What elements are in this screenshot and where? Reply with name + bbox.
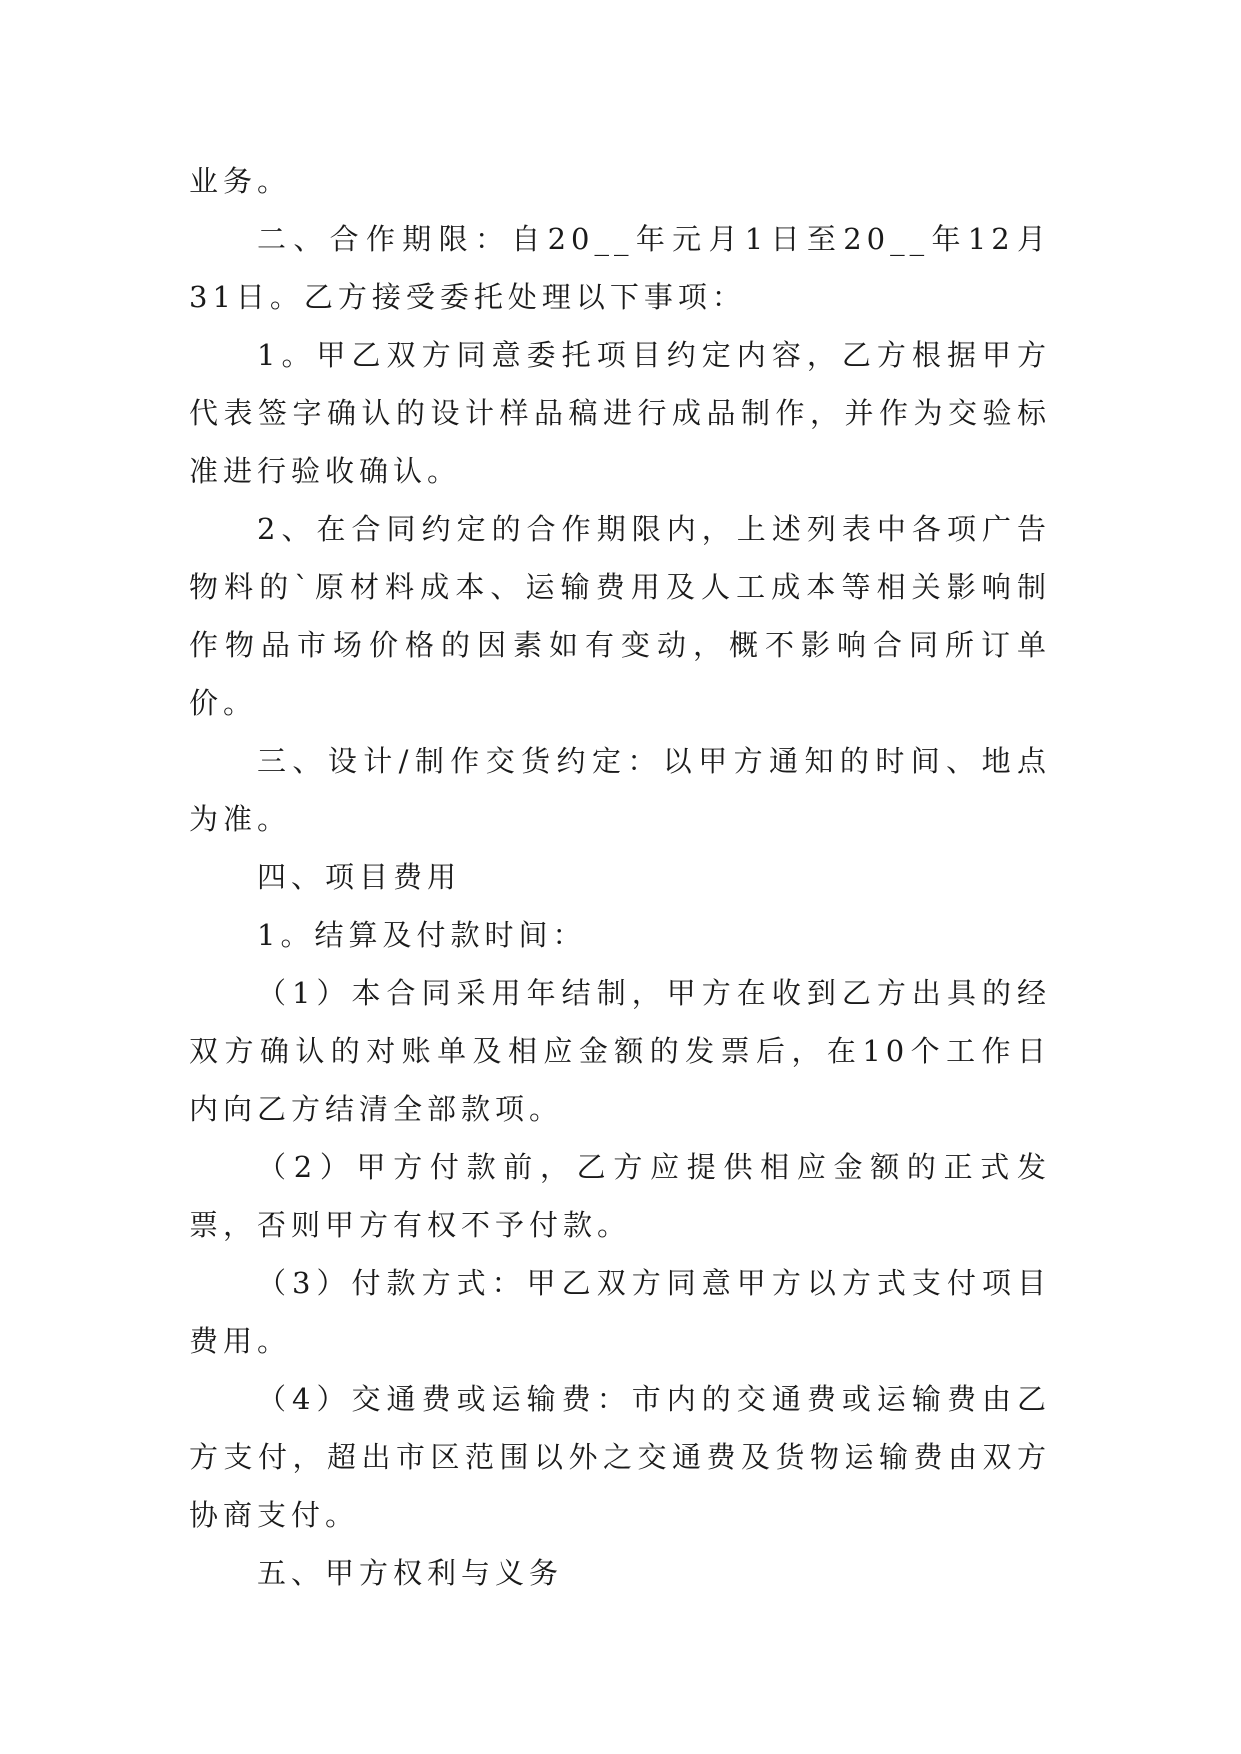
paragraph-settlement-time: 1。结算及付款时间： <box>257 918 587 952</box>
paragraph-item-2-price-stability: 2、在合同约定的合作期限内，上述列表中各项广告物料的`原材料成本、运输费用及人工成本等相关影响制作物品市场价格的因素如有变动，概不影响合同所订单价。 <box>189 512 1051 720</box>
paragraph-continuation: 业务。 <box>189 164 292 198</box>
section-heading-project-fees: 四、项目费用 <box>257 860 462 894</box>
paragraph-cooperation-term: 二、合作期限：自20__年元月1日至20__年12月31日。乙方接受委托处理以下事项： <box>189 222 1051 314</box>
section-heading-party-a-rights: 五、甲方权利与义务 <box>257 1556 564 1590</box>
document-body <box>189 152 1051 1602</box>
paragraph-clause-1-annual-settlement: （1）本合同采用年结制，甲方在收到乙方出具的经双方确认的对账单及相应金额的发票后，在10个工作日内向乙方结清全部款项。 <box>189 976 1051 1126</box>
paragraph-clause-2-invoice: （2）甲方付款前，乙方应提供相应金额的正式发票，否则甲方有权不予付款。 <box>189 1150 1051 1242</box>
paragraph-item-1-sample-confirmation: 1。甲乙双方同意委托项目约定内容，乙方根据甲方代表签字确认的设计样品稿进行成品制作，并作为交验标准进行验收确认。 <box>189 338 1051 488</box>
paragraph-delivery-agreement: 三、设计/制作交货约定：以甲方通知的时间、地点为准。 <box>189 744 1051 836</box>
paragraph-clause-4-transport-fees: （4）交通费或运输费：市内的交通费或运输费由乙方支付，超出市区范围以外之交通费及货物运输费由双方协商支付。 <box>189 1382 1051 1532</box>
paragraph-clause-3-payment-method: （3）付款方式：甲乙双方同意甲方以方式支付项目费用。 <box>189 1266 1051 1358</box>
